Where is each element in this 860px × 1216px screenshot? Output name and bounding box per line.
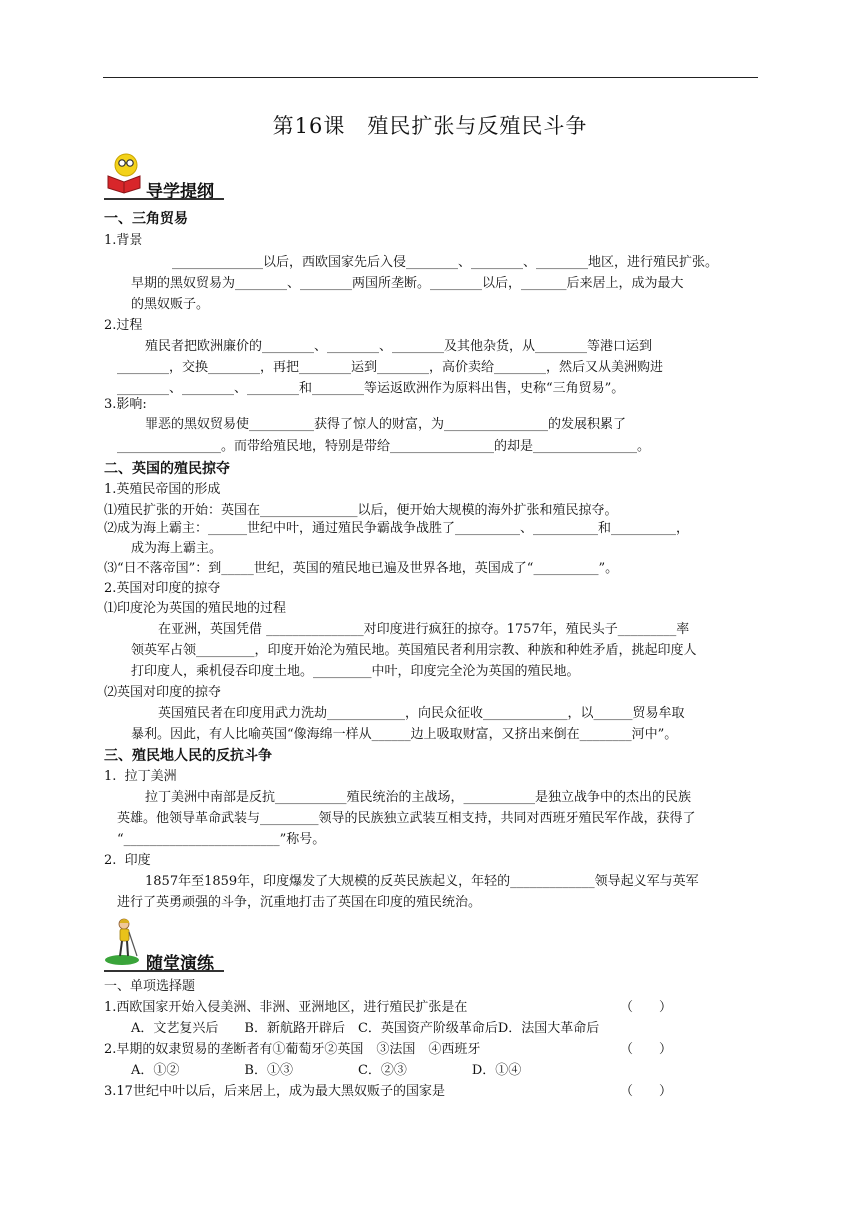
text-line: 早期的黑奴贸易为________、________两国所垄断。________以后，_______后来居上，成为最大 — [131, 276, 684, 291]
page-title: 第16课 殖民扩张与反殖民斗争 — [272, 114, 588, 138]
answer-bracket: （ ） — [620, 1000, 673, 1015]
text-line: ⑴殖民扩张的开始：英国在_______________以后，便开始大规模的海外扩张和殖民掠夺。 — [104, 503, 618, 518]
text-line: 一、单项选择题 — [104, 979, 196, 994]
options: A．文艺复兴后 B．新航路开辟后 C．英国资产阶级革命后D．法国大革命后 — [131, 1021, 600, 1036]
banner-practice: 随堂演练 — [146, 954, 214, 974]
banner-practice-underline — [104, 970, 224, 972]
text-line: “________________________”称号。 — [117, 832, 326, 847]
text-line: 罪恶的黑奴贸易使__________获得了惊人的财富，为________________的发展积累了 — [145, 417, 627, 432]
text-line: 1. 拉丁美洲 — [104, 769, 177, 784]
banner-guide-underline — [104, 198, 224, 200]
section-1-heading: 一、三角贸易 — [104, 211, 188, 227]
text-line: 领英军占领_________，印度开始沦为殖民地。英国殖民者利用宗教、种族和种姓矛盾，挑起印度人 — [131, 643, 697, 658]
text-line: ⑵英国对印度的掠夺 — [104, 685, 222, 700]
text-line: ________，交换________，再把________运到________，高价卖给________，然后又从美洲购进 — [117, 360, 664, 375]
banner-guide: 导学提纲 — [146, 182, 214, 202]
options: A．①② B．①③ C．②③ D．①④ — [131, 1063, 522, 1078]
text-line: ⑴印度沦为英国的殖民地的过程 — [104, 601, 287, 616]
text-line: 成为海上霸主。 — [131, 541, 223, 556]
text-line: 在亚洲，英国凭借 _______________对印度进行疯狂的掠夺。1757年，殖民头子_________率 — [158, 622, 690, 637]
text-line: 英国殖民者在印度用武力洗劫____________，向民众征收_____________，以______贸易牟取 — [158, 706, 685, 721]
text-line: 打印度人，乘机侵吞印度土地。_________中叶，印度完全沦为英国的殖民地。 — [131, 664, 580, 679]
text-line: 2. 印度 — [104, 853, 151, 868]
text-line: ⑵成为海上霸主：______世纪中叶，通过殖民争霸战争战胜了__________、__________和__________， — [104, 521, 690, 536]
header-rule — [103, 77, 758, 78]
text-line: ________、________、________和________等运返欧洲作为原料出售，史称“三角贸易”。 — [117, 381, 625, 396]
text-line: 英雄。他领导革命武装与_________领导的民族独立武装互相支持，共同对西班牙殖民军作战，获得了 — [117, 811, 696, 826]
golfer-icon — [104, 916, 144, 966]
text-line: 殖民者把欧洲廉价的________、________、________及其他杂货，从________等港口运到 — [145, 339, 653, 354]
text-line: ________________。而带给殖民地，特别是带给________________的却是________________。 — [117, 439, 651, 454]
question-2: 2.早期的奴隶贸易的垄断者有①葡萄牙②英国 ③法国 ④西班牙 — [104, 1042, 481, 1057]
answer-bracket: （ ） — [620, 1084, 673, 1099]
text-line: 1.背景 — [104, 233, 143, 248]
answer-bracket: （ ） — [620, 1042, 673, 1057]
question-1: 1.西欧国家开始入侵美洲、非洲、亚洲地区，进行殖民扩张是在 — [104, 1000, 468, 1015]
text-line: 的黑奴贩子。 — [131, 297, 210, 312]
text-line: 2.过程 — [104, 318, 143, 333]
section-2-heading: 二、英国的殖民掠夺 — [104, 461, 230, 477]
section-3-heading: 三、殖民地人民的反抗斗争 — [104, 748, 272, 764]
text-line: 3.影响: — [104, 397, 147, 412]
reading-book-icon — [104, 152, 144, 194]
text-line: ______________以后，西欧国家先后入侵________、________、________地区，进行殖民扩张。 — [172, 255, 719, 270]
text-line: 1857年至1859年，印度爆发了大规模的反英民族起义，年轻的_____________领导起义军与英军 — [145, 874, 699, 889]
text-line: 拉丁美洲中南部是反抗___________殖民统治的主战场，___________是独立战争中的杰出的民族 — [145, 790, 692, 805]
text-line: 进行了英勇顽强的斗争，沉重地打击了英国在印度的殖民统治。 — [117, 895, 482, 910]
question-3: 3.17世纪中叶以后，后来居上，成为最大黑奴贩子的国家是 — [104, 1084, 445, 1099]
text-line: 2.英国对印度的掠夺 — [104, 581, 221, 596]
text-line: 暴利。因此，有人比喻英国“像海绵一样从______边上吸取财富，又挤出来倒在________河中”。 — [131, 727, 678, 742]
text-line: 1.英殖民帝国的形成 — [104, 482, 221, 497]
text-line: ⑶“日不落帝国”：到_____世纪，英国的殖民地已遍及世界各地，英国成了“__________”。 — [104, 561, 619, 576]
